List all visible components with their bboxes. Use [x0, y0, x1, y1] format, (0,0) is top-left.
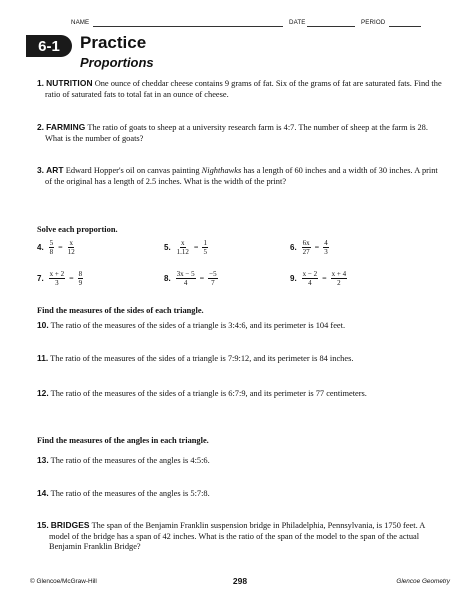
page-number: 298	[232, 576, 248, 586]
date-label: DATE	[289, 19, 306, 26]
equation-8: 8. $\frac{3x - 5}{4}$ = $\frac{-5}{7}$	[164, 269, 217, 287]
problem-13: 13. The ratio of the measures of the angles is 4:5:6.	[37, 455, 210, 465]
problem-2: 2. FARMING The ratio of goats to sheep at a university research farm is 4:7. The number of sheep at the farm is 28. What is the number of goats?	[37, 122, 428, 143]
period-field-line[interactable]	[389, 26, 421, 27]
equation-4: 4. $\frac{5}{8}$ = $\frac{x}{12}$	[37, 238, 75, 256]
book-title: Glencoe Geometry	[396, 578, 450, 585]
problem-1: 1. NUTRITION One ounce of cheddar cheese contains 9 grams of fat. Six of the grams of fat are saturated fats. Find the ratio of saturated fats to total fat in an ounce of cheese.	[37, 78, 442, 99]
name-label: NAME	[71, 19, 90, 26]
equation-6: 6. $\frac{6x}{27}$ = $\frac{4}{3}$	[290, 238, 328, 256]
problem-15: 15. BRIDGES The span of the Benjamin Franklin suspension bridge in Philadelphia, Pennsylvania, is 1750 feet. A model of the bridge has a span of 42 inches. What is the ratio of the span of the model to the span of the actual Benjamin Franklin Bridge?	[37, 520, 425, 552]
problem-10: 10. The ratio of the measures of the sides of a triangle is 3:4:6, and its perimeter is 104 feet.	[37, 320, 346, 330]
problem-11: 11. The ratio of the measures of the sides of a triangle is 7:9:12, and its perimeter is 84 inches.	[37, 353, 354, 363]
problem-12: 12. The ratio of the measures of the sides of a triangle is 6:7:9, and its perimeter is 77 centimeters.	[37, 388, 367, 398]
problem-3: 3. ART Edward Hopper's oil on canvas painting Nighthawks has a length of 60 inches and a width of 30 inches. A print of the original has a length of 2.5 inches. What is the width of the print?	[37, 165, 438, 186]
equation-5: 5. $\frac{x}{1.12}$ = $\frac{1}{5}$	[164, 238, 207, 256]
student-info-header	[71, 18, 421, 30]
sides-heading: Find the measures of the sides of each triangle.	[37, 306, 204, 315]
page-title: Practice	[80, 33, 147, 52]
equation-7: 7. $\frac{x + 2}{3}$ = $\frac{8}{9}$	[37, 269, 83, 287]
page-footer	[30, 576, 450, 588]
name-field-line[interactable]	[93, 26, 283, 27]
period-label: PERIOD	[361, 19, 386, 26]
angles-heading: Find the measures of the angles in each triangle.	[37, 436, 209, 445]
date-field-line[interactable]	[307, 26, 355, 27]
copyright-text: © Glencoe/McGraw-Hill	[30, 578, 97, 585]
solve-heading: Solve each proportion.	[37, 225, 118, 234]
page-subtitle: Proportions	[80, 55, 154, 70]
problem-14: 14. The ratio of the measures of the angles is 5:7:8.	[37, 488, 210, 498]
lesson-number-badge: 6-1	[26, 35, 72, 57]
equation-9: 9. $\frac{x - 2}{4}$ = $\frac{x + 4}{2}$	[290, 269, 347, 287]
